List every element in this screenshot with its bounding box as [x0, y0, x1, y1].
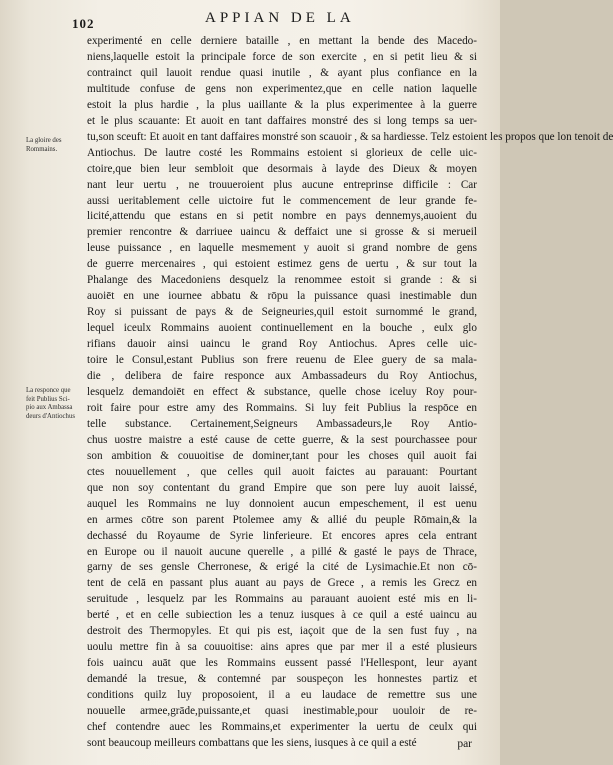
page-number: 102 [72, 16, 95, 31]
text-line: son ambition & couuoitise de dominer,tant pour les choses quil auoit fai [87, 449, 477, 462]
text-line: licité,attendu que estans en si petit nombre en pays dennemys,auoient du [87, 210, 477, 223]
text-line: toire le Consul,estant Publius son frere reuenu de Elee guery de sa mala- [87, 354, 477, 367]
text-line: Antiochus. De lautre costé les Rommains estoient si glorieux de celle uic- [87, 146, 477, 159]
text-line: nant leur uertu , ne trouueroient plus aucune entreprinse difficile : Car [87, 178, 477, 191]
text-line: berté , et en celle subiection les a tenuz iusques à ce quil a esté uaincu au [87, 609, 477, 622]
text-line: de guerre mercenaires , qui estoient estimez gens de uertu , & sur tout la [87, 258, 477, 271]
text-line: garny de ses gensle Cherronese, & erigé la cité de Lysimachie.Et non cō- [87, 561, 477, 574]
text-line: Roy si puissant de pays & de Seigneuries,quil estoit surnommé le grand, [87, 306, 477, 319]
text-line: nouuelle armee,grāde,puissante,et quasi inestimable,pour uouloir de re- [87, 705, 477, 718]
text-line: estoit la plus hardie , la plus uaillante & la plus experimentee à la guerre [87, 98, 477, 111]
text-line: destroit des Thermopyles. Et qui pis est, iaçoit que de la sen fust fuy , na [87, 625, 477, 638]
margin-note-line: pio aux Ambassa [26, 404, 73, 412]
text-line: die , delibera de faire responce aux Ambassadeurs du Roy Antiochus, [87, 370, 477, 383]
text-line: leuse puissance , en laquelle mesmement y auoit si grand nombre de gens [87, 242, 477, 255]
margin-note-line: La gloire des [26, 137, 62, 144]
text-line: ctes nouuellement , que celles quil auoit faictes au parauant: Pourtant [87, 465, 477, 478]
text-line: conditions quilz luy proposoient, il a eu laudace de remettre sus une [87, 689, 477, 702]
running-title: APPIAN DE LA [205, 10, 355, 26]
text-line: ctoire,que bien leur sembloit que desormais à layde des Dieux & moyen [87, 162, 477, 175]
text-line: demandé la tresue, & contemné par souspeçon les honnestes partiz et [87, 673, 477, 686]
margin-note-line: Rommains. [26, 145, 58, 153]
text-line: lesquelz demandoiēt en effect & substance, quelle chose iceluy Roy pour- [87, 385, 477, 398]
body-text [87, 34, 613, 752]
text-line: experimenté en celle derniere bataille , en mettant la bende des Macedo- [87, 35, 477, 47]
text-line: en Europe ou il nauoit aucune querelle , a pillé & gasté le pays de Thrace, [87, 545, 477, 558]
text-line: lequel iceulx Rommains auoient continuellement en la bouche , eulx glo [87, 322, 477, 335]
text-line: chef contendre auec les Rommains,et experimenter la uertu de ceulx qui [87, 720, 477, 733]
text-line: uoulu mettre fin à sa couuoitise: ains apres que par mer il a esté plusieurs [87, 641, 477, 654]
text-line: rifians dauoir ainsi uaincu le grand Roy Antiochus. Apres celle uic- [87, 338, 477, 351]
text-line: Phalange des Macedoniens desquelz la renommee estoit si grande : & si [87, 274, 477, 287]
text-line: sont beaucoup meilleurs combattans que les siens, iusques à ce quil a esté [87, 736, 417, 749]
text-line: en armes cōtre son parent Ptolemee amy & allié du peuple Rōmain,& la [87, 513, 477, 526]
margin-note-line: deurs d'Antiochus [26, 412, 75, 420]
text-line: fois uaincu auāt que les Rommains eussent passé l'Hellespont, leur ayant [87, 657, 477, 670]
text-line: chus uostre maistre a esté cause de cette guerre, & la sest pourchassee pour [87, 433, 477, 446]
text-line: auoiēt en une iournee abbatu & rōpu la puissance quasi inestimable dun [87, 290, 477, 303]
margin-note-glory [26, 137, 84, 154]
text-line: tent de celā en passant plus auant au pays de Grece , a remis les Grecz en [87, 577, 477, 590]
text-line: que non soy contentant du grand Empire que son pere luy auoit laissé, [87, 481, 477, 494]
text-line: dechassé du Royaume de Syrie linferieure. Et encores apres cela entrant [87, 529, 477, 542]
text-line: tu,son sceuft: Et auoit en tant daffaires monstré son scauoir , & sa hardiesse. Telz estoient les propos que lon tenoit de [87, 130, 613, 143]
margin-note-line: La responce que [26, 387, 71, 394]
text-line: multitude confuse de gens non experimentez,que en celle nation laquelle [87, 82, 477, 95]
text-line: et le plus scauante: Et auoit en tant daffaires monstré des si long temps sa uer- [87, 114, 477, 127]
catchword: par [457, 738, 472, 750]
text-line: roit faire pour estre amy des Rommains. Si luy feit Publius la respōce en [87, 401, 477, 414]
text-line: premier rencontre & darriuee uaincu & deffaict une si grosse & si merueil [87, 226, 477, 239]
margin-note-line: feit Publius Sci- [26, 395, 70, 403]
text-line: telle substance. Certainement,Seigneurs Ambassadeurs,le Roy Antio- [87, 417, 477, 430]
margin-note-response [26, 387, 84, 421]
text-line: contrainct quil lauoit rendue quasi inutile , & ayant plus confiance en la [87, 66, 477, 79]
text-line: aussi ueritablement celle uictoire fut le commencement de leur grande fe- [87, 194, 477, 207]
text-line: auquel les Rommains ne luy donnoient aucun empeschement, il est uenu [87, 497, 477, 510]
text-line: seruitude , lesquelz par les Rommains au parauant auoient esté mis en li- [87, 593, 477, 606]
text-line: niens,laquelle estoit la principale force de son exercite , en si petit lieu & si [87, 50, 477, 63]
